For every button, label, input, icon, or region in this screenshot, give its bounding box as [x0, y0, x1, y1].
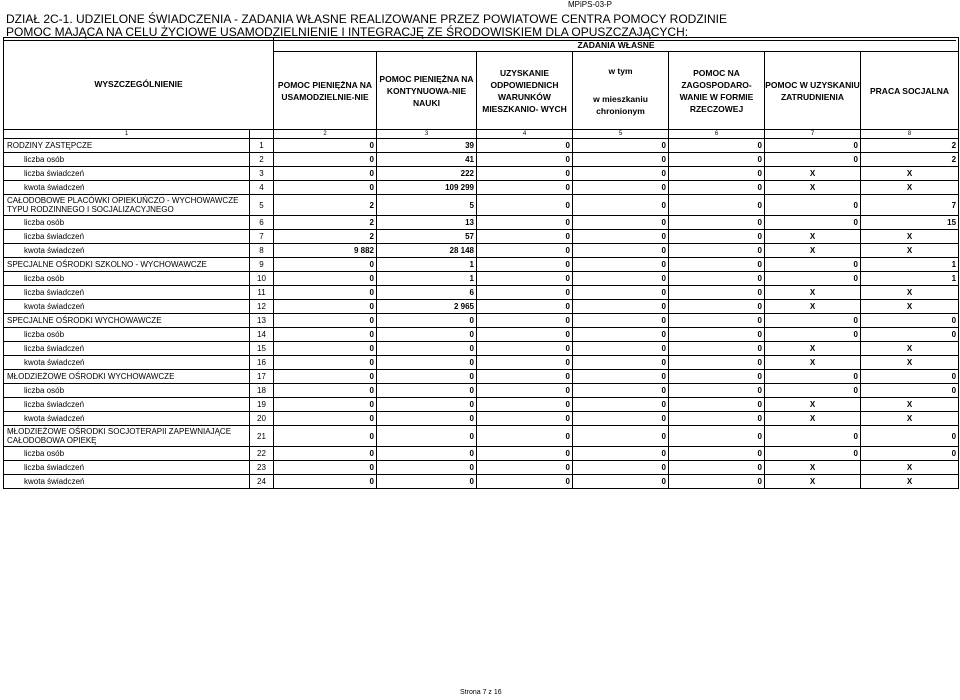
- cell-col-6: 0: [669, 139, 765, 153]
- cell-col-4: 0: [477, 356, 573, 370]
- table-row-detail: [4, 286, 959, 300]
- cell-col-5: 0: [573, 412, 669, 426]
- cell-col-3: 1: [377, 258, 477, 272]
- table-row-detail: [4, 300, 959, 314]
- row-number: 19: [250, 398, 274, 412]
- cell-col-7: X: [765, 461, 861, 475]
- header-group: ZADANIA WŁASNE: [274, 38, 959, 52]
- cell-col-3: 0: [377, 314, 477, 328]
- cell-col-6: 0: [669, 426, 765, 447]
- cell-col-6: 0: [669, 272, 765, 286]
- row-label: liczba świadczeń: [4, 461, 250, 475]
- row-label: liczba świadczeń: [4, 398, 250, 412]
- row-label: SPECJALNE OŚRODKI SZKOLNO - WYCHOWAWCZE: [4, 258, 250, 272]
- row-label: kwota świadczeń: [4, 181, 250, 195]
- cell-col-3: 0: [377, 384, 477, 398]
- cell-col-8: 1: [861, 258, 959, 272]
- cell-col-4: 0: [477, 195, 573, 216]
- cell-col-4: 0: [477, 244, 573, 258]
- row-number: 18: [250, 384, 274, 398]
- cell-col-7: X: [765, 300, 861, 314]
- cell-col-3: 0: [377, 447, 477, 461]
- cell-col-5: 0: [573, 272, 669, 286]
- cell-col-3: 2 965: [377, 300, 477, 314]
- page-footer: Strona 7 z 16: [460, 689, 502, 696]
- cell-col-2: 0: [274, 286, 377, 300]
- cell-col-4: 0: [477, 167, 573, 181]
- cell-col-2: 0: [274, 139, 377, 153]
- cell-col-7: X: [765, 356, 861, 370]
- cell-col-7: X: [765, 475, 861, 489]
- cell-col-3: 41: [377, 153, 477, 167]
- cell-col-4: 0: [477, 153, 573, 167]
- cell-col-5: 0: [573, 153, 669, 167]
- cell-col-6: 0: [669, 195, 765, 216]
- column-number: 8: [861, 130, 959, 139]
- cell-col-4: 0: [477, 475, 573, 489]
- cell-col-3: 0: [377, 412, 477, 426]
- cell-col-6: 0: [669, 412, 765, 426]
- cell-col-8: 0: [861, 328, 959, 342]
- cell-col-3: 5: [377, 195, 477, 216]
- cell-col-5: 0: [573, 181, 669, 195]
- row-label: SPECJALNE OŚRODKI WYCHOWAWCZE: [4, 314, 250, 328]
- cell-col-7: X: [765, 398, 861, 412]
- cell-col-6: 0: [669, 167, 765, 181]
- cell-col-2: 0: [274, 398, 377, 412]
- cell-col-8: 0: [861, 370, 959, 384]
- cell-col-6: 0: [669, 461, 765, 475]
- cell-col-5: 0: [573, 384, 669, 398]
- cell-col-8: X: [861, 356, 959, 370]
- row-number: 22: [250, 447, 274, 461]
- cell-col-5: 0: [573, 167, 669, 181]
- table-row-category: [4, 195, 959, 216]
- column-number: 1: [4, 130, 250, 139]
- row-number: 2: [250, 153, 274, 167]
- row-number: 3: [250, 167, 274, 181]
- cell-col-6: 0: [669, 475, 765, 489]
- header-col-4-top: w tym: [608, 65, 633, 76]
- cell-col-3: 0: [377, 370, 477, 384]
- cell-col-5: 0: [573, 216, 669, 230]
- table-row-detail: [4, 342, 959, 356]
- cell-col-4: 0: [477, 181, 573, 195]
- cell-col-7: 0: [765, 447, 861, 461]
- cell-col-6: 0: [669, 342, 765, 356]
- cell-col-3: 222: [377, 167, 477, 181]
- cell-col-7: X: [765, 244, 861, 258]
- form-code: MPiPS-03-P: [568, 0, 613, 9]
- row-label: liczba osób: [4, 384, 250, 398]
- cell-col-8: X: [861, 167, 959, 181]
- cell-col-2: 0: [274, 181, 377, 195]
- cell-col-8: 0: [861, 447, 959, 461]
- row-number: 23: [250, 461, 274, 475]
- cell-col-8: 15: [861, 216, 959, 230]
- cell-col-2: 9 882: [274, 244, 377, 258]
- cell-col-4: 0: [477, 426, 573, 447]
- cell-col-5: 0: [573, 475, 669, 489]
- header-col-1: POMOC PIENIĘŻNA NA USAMODZIELNIE-NIE: [274, 52, 377, 130]
- cell-col-7: X: [765, 230, 861, 244]
- cell-col-5: 0: [573, 398, 669, 412]
- table-row-detail: [4, 356, 959, 370]
- cell-col-2: 0: [274, 328, 377, 342]
- table-row-detail: [4, 412, 959, 426]
- title-line-2: POMOC MAJĄCA NA CELU ŻYCIOWE USAMODZIELNIENIE I INTEGRACJĘ ZE ŚRODOWISKIEM DLA OPUSZCZAJĄCYCH:: [6, 25, 689, 39]
- cell-col-8: 0: [861, 314, 959, 328]
- cell-col-6: 0: [669, 230, 765, 244]
- section-title: [6, 13, 727, 39]
- cell-col-6: 0: [669, 286, 765, 300]
- cell-col-5: 0: [573, 328, 669, 342]
- cell-col-3: 0: [377, 342, 477, 356]
- row-number: 11: [250, 286, 274, 300]
- cell-col-5: 0: [573, 356, 669, 370]
- cell-col-8: 0: [861, 426, 959, 447]
- cell-col-3: 13: [377, 216, 477, 230]
- row-label: kwota świadczeń: [4, 475, 250, 489]
- cell-col-4: 0: [477, 286, 573, 300]
- cell-col-8: X: [861, 475, 959, 489]
- column-number-row: [4, 130, 959, 139]
- cell-col-7: X: [765, 342, 861, 356]
- header-group-row: [4, 38, 959, 52]
- cell-col-2: 0: [274, 461, 377, 475]
- table-row-detail: [4, 153, 959, 167]
- row-number: 1: [250, 139, 274, 153]
- cell-col-8: 2: [861, 153, 959, 167]
- cell-col-3: 57: [377, 230, 477, 244]
- cell-col-8: X: [861, 342, 959, 356]
- cell-col-5: 0: [573, 139, 669, 153]
- cell-col-8: X: [861, 461, 959, 475]
- row-number: 12: [250, 300, 274, 314]
- cell-col-5: 0: [573, 286, 669, 300]
- cell-col-2: 0: [274, 370, 377, 384]
- table-row-category: [4, 314, 959, 328]
- row-label: CAŁODOBOWE PLACÓWKI OPIEKUŃCZO - WYCHOWAWCZE TYPU RODZINNEGO I SOCJALIZACYJNEGO: [4, 195, 250, 216]
- cell-col-5: 0: [573, 300, 669, 314]
- row-label: RODZINY ZASTĘPCZE: [4, 139, 250, 153]
- cell-col-4: 0: [477, 342, 573, 356]
- cell-col-2: 0: [274, 426, 377, 447]
- cell-col-8: X: [861, 398, 959, 412]
- row-number: 14: [250, 328, 274, 342]
- table-row-detail: [4, 475, 959, 489]
- cell-col-4: 0: [477, 300, 573, 314]
- cell-col-2: 0: [274, 447, 377, 461]
- cell-col-2: 0: [274, 384, 377, 398]
- cell-col-7: 0: [765, 314, 861, 328]
- cell-col-4: 0: [477, 384, 573, 398]
- row-label: liczba osób: [4, 447, 250, 461]
- cell-col-6: 0: [669, 244, 765, 258]
- cell-col-4: 0: [477, 230, 573, 244]
- cell-col-8: X: [861, 286, 959, 300]
- cell-col-2: 0: [274, 258, 377, 272]
- cell-col-6: 0: [669, 181, 765, 195]
- row-label: liczba świadczeń: [4, 230, 250, 244]
- row-label: kwota świadczeń: [4, 244, 250, 258]
- cell-col-5: 0: [573, 195, 669, 216]
- cell-col-3: 0: [377, 461, 477, 475]
- row-number: 7: [250, 230, 274, 244]
- cell-col-5: 0: [573, 426, 669, 447]
- header-col-6: POMOC W UZYSKANIU ZATRUDNIENIA: [765, 52, 861, 130]
- column-number: 2: [274, 130, 377, 139]
- row-number: 10: [250, 272, 274, 286]
- cell-col-4: 0: [477, 328, 573, 342]
- cell-col-2: 0: [274, 475, 377, 489]
- cell-col-7: X: [765, 167, 861, 181]
- cell-col-2: 0: [274, 167, 377, 181]
- cell-col-6: 0: [669, 328, 765, 342]
- table-row-detail: [4, 216, 959, 230]
- row-label: liczba osób: [4, 272, 250, 286]
- cell-col-7: 0: [765, 139, 861, 153]
- table-row-detail: [4, 447, 959, 461]
- header-spec: WYSZCZEGÓLNIENIE: [4, 38, 274, 130]
- cell-col-7: 0: [765, 153, 861, 167]
- table-row-detail: [4, 181, 959, 195]
- row-number: 6: [250, 216, 274, 230]
- table-row-category: [4, 258, 959, 272]
- cell-col-2: 2: [274, 216, 377, 230]
- table-row-detail: [4, 167, 959, 181]
- cell-col-7: 0: [765, 384, 861, 398]
- cell-col-8: 7: [861, 195, 959, 216]
- cell-col-4: 0: [477, 447, 573, 461]
- cell-col-6: 0: [669, 356, 765, 370]
- row-number: 17: [250, 370, 274, 384]
- cell-col-3: 0: [377, 398, 477, 412]
- cell-col-5: 0: [573, 230, 669, 244]
- table-row-detail: [4, 244, 959, 258]
- cell-col-3: 1: [377, 272, 477, 286]
- cell-col-5: 0: [573, 244, 669, 258]
- cell-col-3: 39: [377, 139, 477, 153]
- row-number: 13: [250, 314, 274, 328]
- cell-col-8: X: [861, 244, 959, 258]
- cell-col-5: 0: [573, 314, 669, 328]
- cell-col-4: 0: [477, 216, 573, 230]
- row-label: MŁODZIEŻOWE OŚRODKI WYCHOWAWCZE: [4, 370, 250, 384]
- cell-col-7: 0: [765, 426, 861, 447]
- header-col-7: PRACA SOCJALNA: [861, 52, 959, 130]
- row-number: 16: [250, 356, 274, 370]
- row-label: liczba świadczeń: [4, 286, 250, 300]
- table-row-category: [4, 426, 959, 447]
- cell-col-6: 0: [669, 216, 765, 230]
- cell-col-6: 0: [669, 447, 765, 461]
- cell-col-7: 0: [765, 216, 861, 230]
- row-label: liczba świadczeń: [4, 342, 250, 356]
- cell-col-5: 0: [573, 461, 669, 475]
- column-number: 7: [765, 130, 861, 139]
- cell-col-8: 1: [861, 272, 959, 286]
- cell-col-2: 0: [274, 272, 377, 286]
- cell-col-4: 0: [477, 139, 573, 153]
- cell-col-4: 0: [477, 272, 573, 286]
- column-number-blank: [250, 130, 274, 139]
- cell-col-4: 0: [477, 412, 573, 426]
- cell-col-6: 0: [669, 370, 765, 384]
- column-number: 6: [669, 130, 765, 139]
- row-label: MŁODZIEŻOWE OŚRODKI SOCJOTERAPII ZAPEWNIAJĄCE CAŁODOBOWA OPIEKĘ: [4, 426, 250, 447]
- table-row-detail: [4, 328, 959, 342]
- cell-col-3: 0: [377, 426, 477, 447]
- cell-col-8: X: [861, 300, 959, 314]
- cell-col-3: 109 299: [377, 181, 477, 195]
- table-body: [4, 139, 959, 489]
- table-row-detail: [4, 272, 959, 286]
- row-label: kwota świadczeń: [4, 412, 250, 426]
- cell-col-4: 0: [477, 461, 573, 475]
- cell-col-4: 0: [477, 314, 573, 328]
- cell-col-6: 0: [669, 398, 765, 412]
- column-number: 4: [477, 130, 573, 139]
- row-label: liczba osób: [4, 328, 250, 342]
- cell-col-2: 0: [274, 153, 377, 167]
- row-number: 21: [250, 426, 274, 447]
- header-col-5: POMOC NA ZAGOSPODARO-WANIE W FORMIE RZECZOWEJ: [669, 52, 765, 130]
- cell-col-4: 0: [477, 370, 573, 384]
- cell-col-3: 28 148: [377, 244, 477, 258]
- cell-col-8: 0: [861, 384, 959, 398]
- cell-col-8: X: [861, 181, 959, 195]
- cell-col-5: 0: [573, 370, 669, 384]
- cell-col-3: 0: [377, 328, 477, 342]
- cell-col-3: 6: [377, 286, 477, 300]
- report-table: [3, 37, 959, 489]
- row-number: 9: [250, 258, 274, 272]
- row-number: 20: [250, 412, 274, 426]
- cell-col-3: 0: [377, 475, 477, 489]
- row-label: liczba świadczeń: [4, 167, 250, 181]
- row-number: 5: [250, 195, 274, 216]
- column-number: 5: [573, 130, 669, 139]
- table-row-detail: [4, 461, 959, 475]
- header-col-4: [573, 52, 669, 130]
- cell-col-7: 0: [765, 272, 861, 286]
- cell-col-2: 0: [274, 356, 377, 370]
- cell-col-4: 0: [477, 258, 573, 272]
- cell-col-8: 2: [861, 139, 959, 153]
- table-row-category: [4, 370, 959, 384]
- row-number: 8: [250, 244, 274, 258]
- cell-col-5: 0: [573, 258, 669, 272]
- row-number: 15: [250, 342, 274, 356]
- cell-col-6: 0: [669, 314, 765, 328]
- cell-col-6: 0: [669, 153, 765, 167]
- cell-col-2: 2: [274, 230, 377, 244]
- cell-col-7: X: [765, 286, 861, 300]
- row-number: 4: [250, 181, 274, 195]
- cell-col-7: 0: [765, 195, 861, 216]
- title-line-1: DZIAŁ 2C-1. UDZIELONE ŚWIADCZENIA - ZADANIA WŁASNE REALIZOWANE PRZEZ POWIATOWE CENTRA POMOCY RODZINIE: [6, 12, 727, 26]
- cell-col-6: 0: [669, 300, 765, 314]
- cell-col-3: 0: [377, 356, 477, 370]
- header-col-2: POMOC PIENIĘŻNA NA KONTYNUOWA-NIE NAUKI: [377, 52, 477, 130]
- cell-col-8: X: [861, 230, 959, 244]
- table-row-detail: [4, 398, 959, 412]
- cell-col-2: 0: [274, 412, 377, 426]
- cell-col-8: X: [861, 412, 959, 426]
- cell-col-2: 0: [274, 314, 377, 328]
- cell-col-7: X: [765, 412, 861, 426]
- cell-col-7: 0: [765, 328, 861, 342]
- cell-col-2: 0: [274, 300, 377, 314]
- cell-col-6: 0: [669, 384, 765, 398]
- cell-col-5: 0: [573, 342, 669, 356]
- column-number: 3: [377, 130, 477, 139]
- cell-col-2: 2: [274, 195, 377, 216]
- header-col-4-bottom: w mieszkaniu chronionym: [593, 93, 648, 116]
- table-row-detail: [4, 230, 959, 244]
- cell-col-7: 0: [765, 258, 861, 272]
- table-row-category: [4, 139, 959, 153]
- row-number: 24: [250, 475, 274, 489]
- header-col-3: UZYSKANIE ODPOWIEDNICH WARUNKÓW MIESZKANIO- WYCH: [477, 52, 573, 130]
- row-label: liczba osób: [4, 153, 250, 167]
- cell-col-7: 0: [765, 370, 861, 384]
- table-row-detail: [4, 384, 959, 398]
- cell-col-2: 0: [274, 342, 377, 356]
- row-label: kwota świadczeń: [4, 356, 250, 370]
- cell-col-7: X: [765, 181, 861, 195]
- row-label: liczba osób: [4, 216, 250, 230]
- row-label: kwota świadczeń: [4, 300, 250, 314]
- cell-col-5: 0: [573, 447, 669, 461]
- cell-col-4: 0: [477, 398, 573, 412]
- cell-col-6: 0: [669, 258, 765, 272]
